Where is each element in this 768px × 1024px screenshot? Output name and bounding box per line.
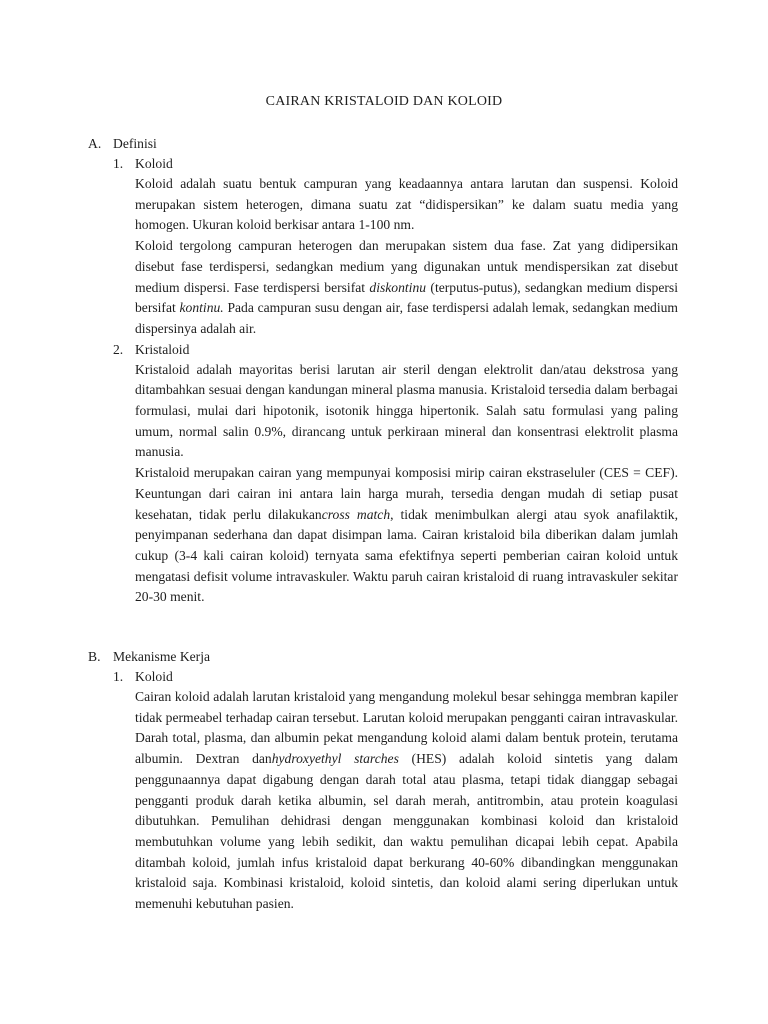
section-definisi (88, 134, 688, 608)
text-run: (HES) adalah koloid sintetis yang dalam penggunaannya dapat digabung dengan darah total atau plasma, tetapi tidak dianggap sebagai pengganti produk darah ketika albumin, sel darah merah, antitrombin, atau protein koagulasi dibutuhkan. Pemulihan dehidrasi dengan menggunakan kombinasi koloid dan kristaloid membutuhkan volume yang lebih sedikit, dan waktu pemulihan dicapai lebih cepat. Apabila ditambah koloid, jumlah infus kristaloid dapat berkurang 40-60% dibandingkan menggunakan kristaloid saja. Kombinasi kristaloid, koloid sintetis, dan koloid alami sering diperlukan untuk memenuhi kebutuhan pasien. (135, 751, 678, 912)
italic-term: hydroxyethyl starches (271, 751, 399, 767)
text-run: Kristaloid merupakan cairan yang mempunyai komposisi mirip cairan ekstraseluler (CES = CEF). Keuntungan dari cairan ini antara lain harga murah, tersedia dengan mudah di setiap pusat kesehatan, tidak perlu dilakukan (135, 465, 678, 522)
list-item-kristaloid (113, 340, 688, 608)
section-title: Definisi (113, 136, 157, 151)
section-mekanisme-kerja (88, 647, 688, 915)
paragraph (135, 463, 678, 608)
section-title: Mekanisme Kerja (113, 649, 211, 664)
item-heading (113, 154, 688, 174)
page-title: CAIRAN KRISTALOID DAN KOLOID (265, 94, 503, 109)
section-heading (88, 647, 688, 667)
paragraph: Kristaloid adalah mayoritas berisi larutan air steril dengan elektrolit dan/atau dekstrosa yang ditambahkan sesuai dengan kandungan mineral plasma manusia. Kristaloid tersedia dalam berbagai formulasi, mulai dari hipotonik, isotonik hingga hipertonik. Salah satu formulasi yang paling umum, normal salin 0.9%, dirancang untuk perkiraan mineral dan konsentrasi elektrolit plasma manusia. (135, 361, 678, 460)
italic-term: kontinu. (179, 300, 224, 316)
item-number: 2. (113, 341, 124, 357)
section-heading (88, 134, 688, 154)
item-title: Koloid (135, 156, 173, 171)
paragraph: Koloid adalah suatu bentuk campuran yang keadaannya antara larutan dan suspensi. Koloid merupakan sistem heterogen, dimana suatu zat “didispersikan” ke dalam suatu media yang homogen. Ukuran koloid berkisar antara 1-100 nm. (135, 176, 678, 233)
section-letter: A. (88, 136, 102, 151)
text-run: Cairan koloid adalah larutan kristaloid yang mengandung molekul besar sehingga membran kapiler tidak permeabel terhadap cairan tersebut. Larutan koloid merupakan pengganti cairan intravaskular. Darah total, plasma, dan albumin pekat mengandung koloid alami dalam bentuk protein, terutama albumin. Dextran dan (135, 689, 678, 767)
paragraph (135, 236, 678, 340)
list-item-koloid (113, 667, 688, 915)
text-run: , tidak menimbulkan alergi atau syok anafilaktik, penyimpanan sederhana dan dapat disimpan lama. Cairan kristaloid bila diberikan dalam jumlah cukup (3-4 kali cairan koloid) ternyata sama efektifnya seperti pemberian cairan koloid untuk mengatasi defisit volume intravaskuler. Waktu paruh cairan kristaloid di ruang intravaskuler sekitar 20-30 menit. (135, 506, 678, 605)
item-heading (113, 340, 688, 360)
list-item-koloid (113, 154, 688, 340)
item-number: 1. (113, 669, 124, 684)
section-letter: B. (88, 649, 101, 664)
italic-term: diskontinu (369, 279, 427, 295)
text-run: Pada campuran susu dengan air, fase terdispersi adalah lemak, sedangkan medium dispersinya adalah air. (135, 300, 678, 336)
item-title: Kristaloid (135, 341, 190, 357)
item-heading (113, 667, 688, 687)
italic-term: cross match (321, 506, 391, 522)
paragraph (135, 687, 678, 915)
text-run: Koloid tergolong campuran heterogen dan merupakan sistem dua fase. Zat yang didipersikan disebut fase terdispersi, sedangkan medium yang digunakan untuk mendispersikan zat disebut medium dispersi. Fase terdispersi bersifat (135, 238, 678, 295)
text-run: (terputus-putus), sedangkan medium dispersi bersifat (135, 279, 678, 316)
item-title: Koloid (135, 669, 173, 684)
item-number: 1. (113, 156, 124, 171)
